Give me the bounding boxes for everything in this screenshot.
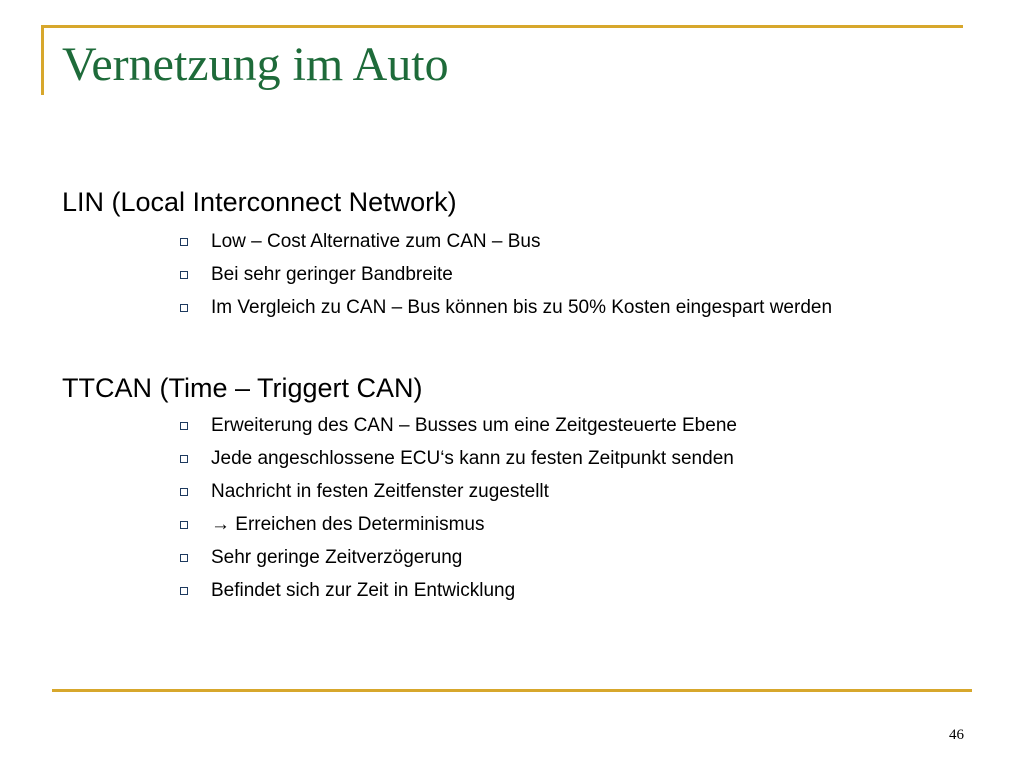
square-bullet-icon <box>180 587 188 595</box>
bullet-text: Nachricht in festen Zeitfenster zugestellt <box>211 481 549 502</box>
slide-title: Vernetzung im Auto <box>62 38 449 91</box>
page-number: 46 <box>949 727 964 743</box>
bullet-text: Im Vergleich zu CAN – Bus können bis zu 50% Kosten eingespart werden <box>211 297 833 318</box>
square-bullet-icon <box>180 271 188 279</box>
list-item <box>180 580 737 613</box>
list-item <box>180 264 832 297</box>
section-heading-ttcan: TTCAN (Time – Triggert CAN) <box>62 373 423 403</box>
bullet-text: Erweiterung des CAN – Busses um eine Zeitgesteuerte Ebene <box>211 415 737 436</box>
square-bullet-icon <box>180 521 188 529</box>
square-bullet-icon <box>180 238 188 246</box>
square-bullet-icon <box>180 488 188 496</box>
bullet-text: Befindet sich zur Zeit in Entwicklung <box>211 580 516 601</box>
list-item <box>180 448 737 481</box>
list-item <box>180 547 737 580</box>
list-item <box>180 481 737 514</box>
frame-top-rule <box>41 25 963 28</box>
frame-vertical-rule <box>41 25 44 95</box>
bullet-list-lin <box>180 231 832 330</box>
square-bullet-icon <box>180 554 188 562</box>
list-item <box>180 297 832 330</box>
footer-rule <box>52 689 972 692</box>
section-heading-lin: LIN (Local Interconnect Network) <box>62 187 457 217</box>
bullet-list-ttcan <box>180 415 737 613</box>
bullet-text: Jede angeschlossene ECU‘s kann zu festen Zeitpunkt senden <box>211 448 734 469</box>
bullet-text: Sehr geringe Zeitverzögerung <box>211 547 463 568</box>
list-item <box>180 415 737 448</box>
square-bullet-icon <box>180 455 188 463</box>
list-item <box>180 231 832 264</box>
bullet-text: Low – Cost Alternative zum CAN – Bus <box>211 231 541 252</box>
square-bullet-icon <box>180 422 188 430</box>
bullet-text: Bei sehr geringer Bandbreite <box>211 264 453 285</box>
bullet-text: → Erreichen des Determinismus <box>211 514 485 535</box>
list-item <box>180 514 737 547</box>
square-bullet-icon <box>180 304 188 312</box>
